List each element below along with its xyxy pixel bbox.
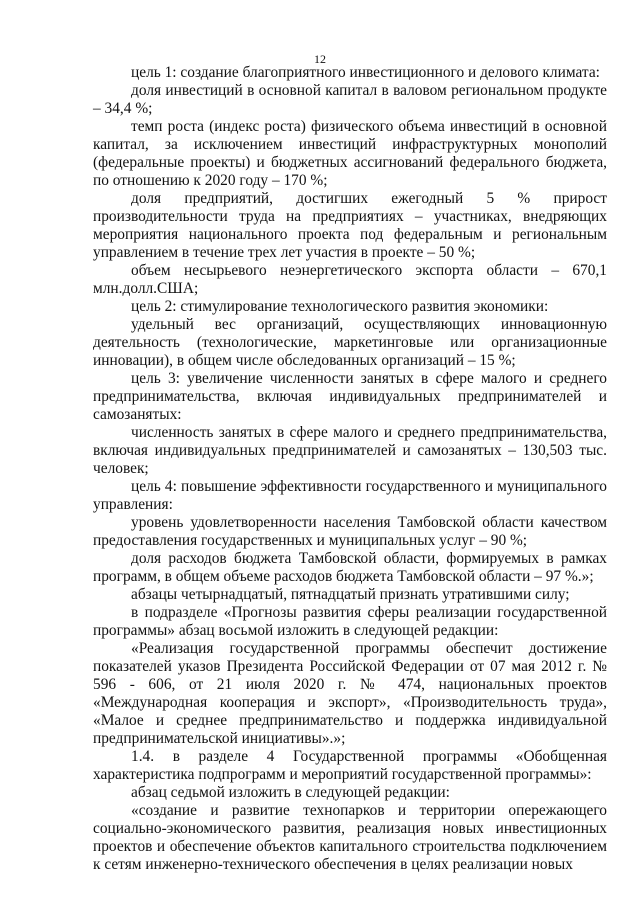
paragraph: абзац седьмой изложить в следующей редакции: [131, 784, 450, 801]
paragraph: темп роста (индекс роста) физического объема инвестиций в основной капитал, за исключением инвестиций инфраструктурных монополий (федеральные проекты) и бюджетных ассигнований федерального бюджета, по отношению к 2020 году – 170 %; [93, 118, 607, 189]
paragraph: доля расходов бюджета Тамбовской области, формируемых в рамках программ, в общем объеме расходов бюджета Тамбовской области – 97 %.»; [93, 550, 607, 585]
paragraph: цель 2: стимулирование технологического развития экономики: [131, 298, 549, 315]
document-body [93, 64, 607, 874]
paragraph: «создание и развитие технопарков и территории опережающего социально-экономического развития, реализация новых инвестиционных проектов и обеспечение объектов капитального строительства подключением к сетям инженерно-технического обеспечения в целях реализации новых [93, 802, 607, 873]
paragraph: уровень удовлетворенности населения Тамбовской области качеством предоставления государственных и муниципальных услуг – 90 %; [93, 514, 607, 549]
paragraph: численность занятых в сфере малого и среднего предпринимательства, включая индивидуальных предпринимателей и самозанятых – 130,503 тыс. человек; [93, 424, 607, 477]
paragraph: удельный вес организаций, осуществляющих инновационную деятельность (технологические, маркетинговые или организационные инновации), в общем числе обследованных организаций – 15 %; [93, 316, 607, 369]
paragraph: объем несырьевого неэнергетического экспорта области – 670,1 млн.долл.США; [93, 262, 607, 297]
page-number: 12 [314, 52, 326, 66]
paragraph: доля инвестиций в основной капитал в валовом региональном продукте – 34,4 %; [93, 82, 607, 117]
paragraph: цель 4: повышение эффективности государственного и муниципального управления: [93, 478, 607, 513]
paragraph: в подразделе «Прогнозы развития сферы реализации государственной программы» абзац восьмой изложить в следующей редакции: [93, 604, 607, 639]
paragraph: доля предприятий, достигших ежегодный 5 % прирост производительности труда на предприятиях – участниках, внедряющих мероприятия национального проекта под федеральным и региональным управлением в течение трех лет участия в проекте – 50 %; [93, 190, 607, 261]
paragraph: «Реализация государственной программы обеспечит достижение показателей указов Президента Российской Федерации от 07 мая 2012 г. № 596 - 606, от 21 июля 2020 г. № 474, национальных проектов «Международная кооперация и экспорт», «Производительность труда», «Малое и среднее предпринимательство и поддержка индивидуальной предпринимательской инициативы».»; [93, 640, 607, 747]
paragraph: цель 1: создание благоприятного инвестиционного и делового климата: [131, 64, 600, 81]
paragraph: 1.4. в разделе 4 Государственной программы «Обобщенная характеристика подпрограмм и мероприятий государственной программы»: [93, 748, 607, 783]
paragraph: цель 3: увеличение численности занятых в сфере малого и среднего предпринимательства, включая индивидуальных предпринимателей и самозанятых: [93, 370, 607, 423]
paragraph: абзацы четырнадцатый, пятнадцатый признать утратившими силу; [131, 586, 570, 603]
